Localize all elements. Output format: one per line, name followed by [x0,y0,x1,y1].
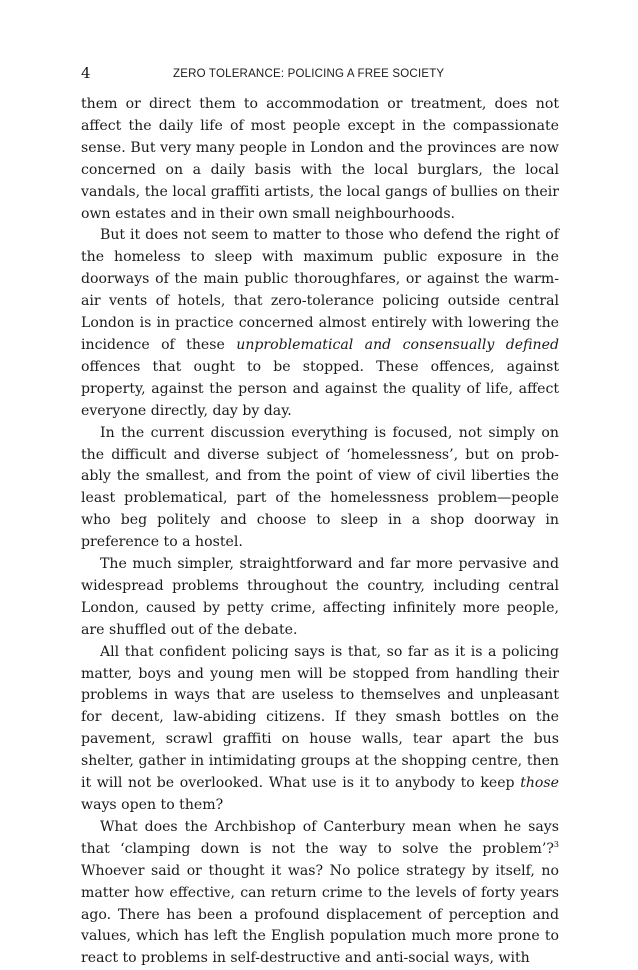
text-run: ways open to them? [81,797,224,813]
body-text [81,94,559,970]
text-run: offences that ought to be stopped. These offences, against property, against the person and against the quality of life, affect everyone directly, day by day. [81,358,559,419]
text-run: But it does not seem to matter to those who defend the right of the homeless to sleep with maximum public exposure in the doorways of the main public thoroughfares, or against the warm-air vents of hotels, that zero-tolerance policing outside central London is in practice concerned almost entirely with lowering the incidence of these [81,227,559,353]
page-number: 4 [81,64,91,82]
text-run: The much simpler, straightforward and far more pervasive and widespread problems throughout the country, including central London, caused by petty crime, affecting infinitely more people, are shuffled out of the debate. [81,556,559,638]
paragraph-4 [81,554,559,642]
footnote-marker[interactable]: 3 [553,839,559,849]
text-run: What does the Archbishop of Canterbury mean when he says that ‘clamping down is not the way to solve the problem’? [81,818,559,857]
paragraph-3 [81,423,559,554]
running-head-title: ZERO TOLERANCE: POLICING A FREE SOCIETY [173,68,445,80]
italic-phrase: unproblematical and consensually defined [236,336,559,353]
text-run: In the current discussion everything is focused, not simply on the difficult and diverse subject of ‘homelessness’, but on probably the smallest, and from the point of view of civil liberties the least problematical, part of the homelessness problem—people who beg politely and choose to sleep in a shop doorway in preference to a hostel. [81,424,559,551]
running-header [81,64,559,82]
text-run: them or direct them to accommodation or treatment, does not affect the daily life of most people except in the compassionate sense. But very many people in London and the provinces are now concerned on a daily basis with the local burglars, the local vandals, the local graffiti artists, the local gangs of bullies on their own estates and in their own small neighbourhoods. [81,96,559,222]
paragraph-2 [81,225,559,422]
paragraph-1 [81,94,559,225]
italic-word: those [520,775,559,792]
text-run: All that confident policing says is that, so far as it is a policing matter, boys and young men will be stopped from handling their problems in ways that are useless to themselves and unpleasant for decent, law-abiding citizens. If they smash bottles on the pavement, scrawl graffiti on house walls, tear apart the bus shelter, gather in intimidating groups at the shopping centre, then it will not be overlooked. What use is it to anybody to keep [81,643,559,792]
paragraph-6 [81,817,559,970]
paragraph-5 [81,642,559,817]
text-run: Whoever said or thought it was? No police strategy by itself, no matter how effective, can return crime to the levels of forty years ago. There has been a profound displacement of perception and values, which has left the English population much more prone to react to problems in self-destructive and anti-social ways, with [81,862,559,967]
